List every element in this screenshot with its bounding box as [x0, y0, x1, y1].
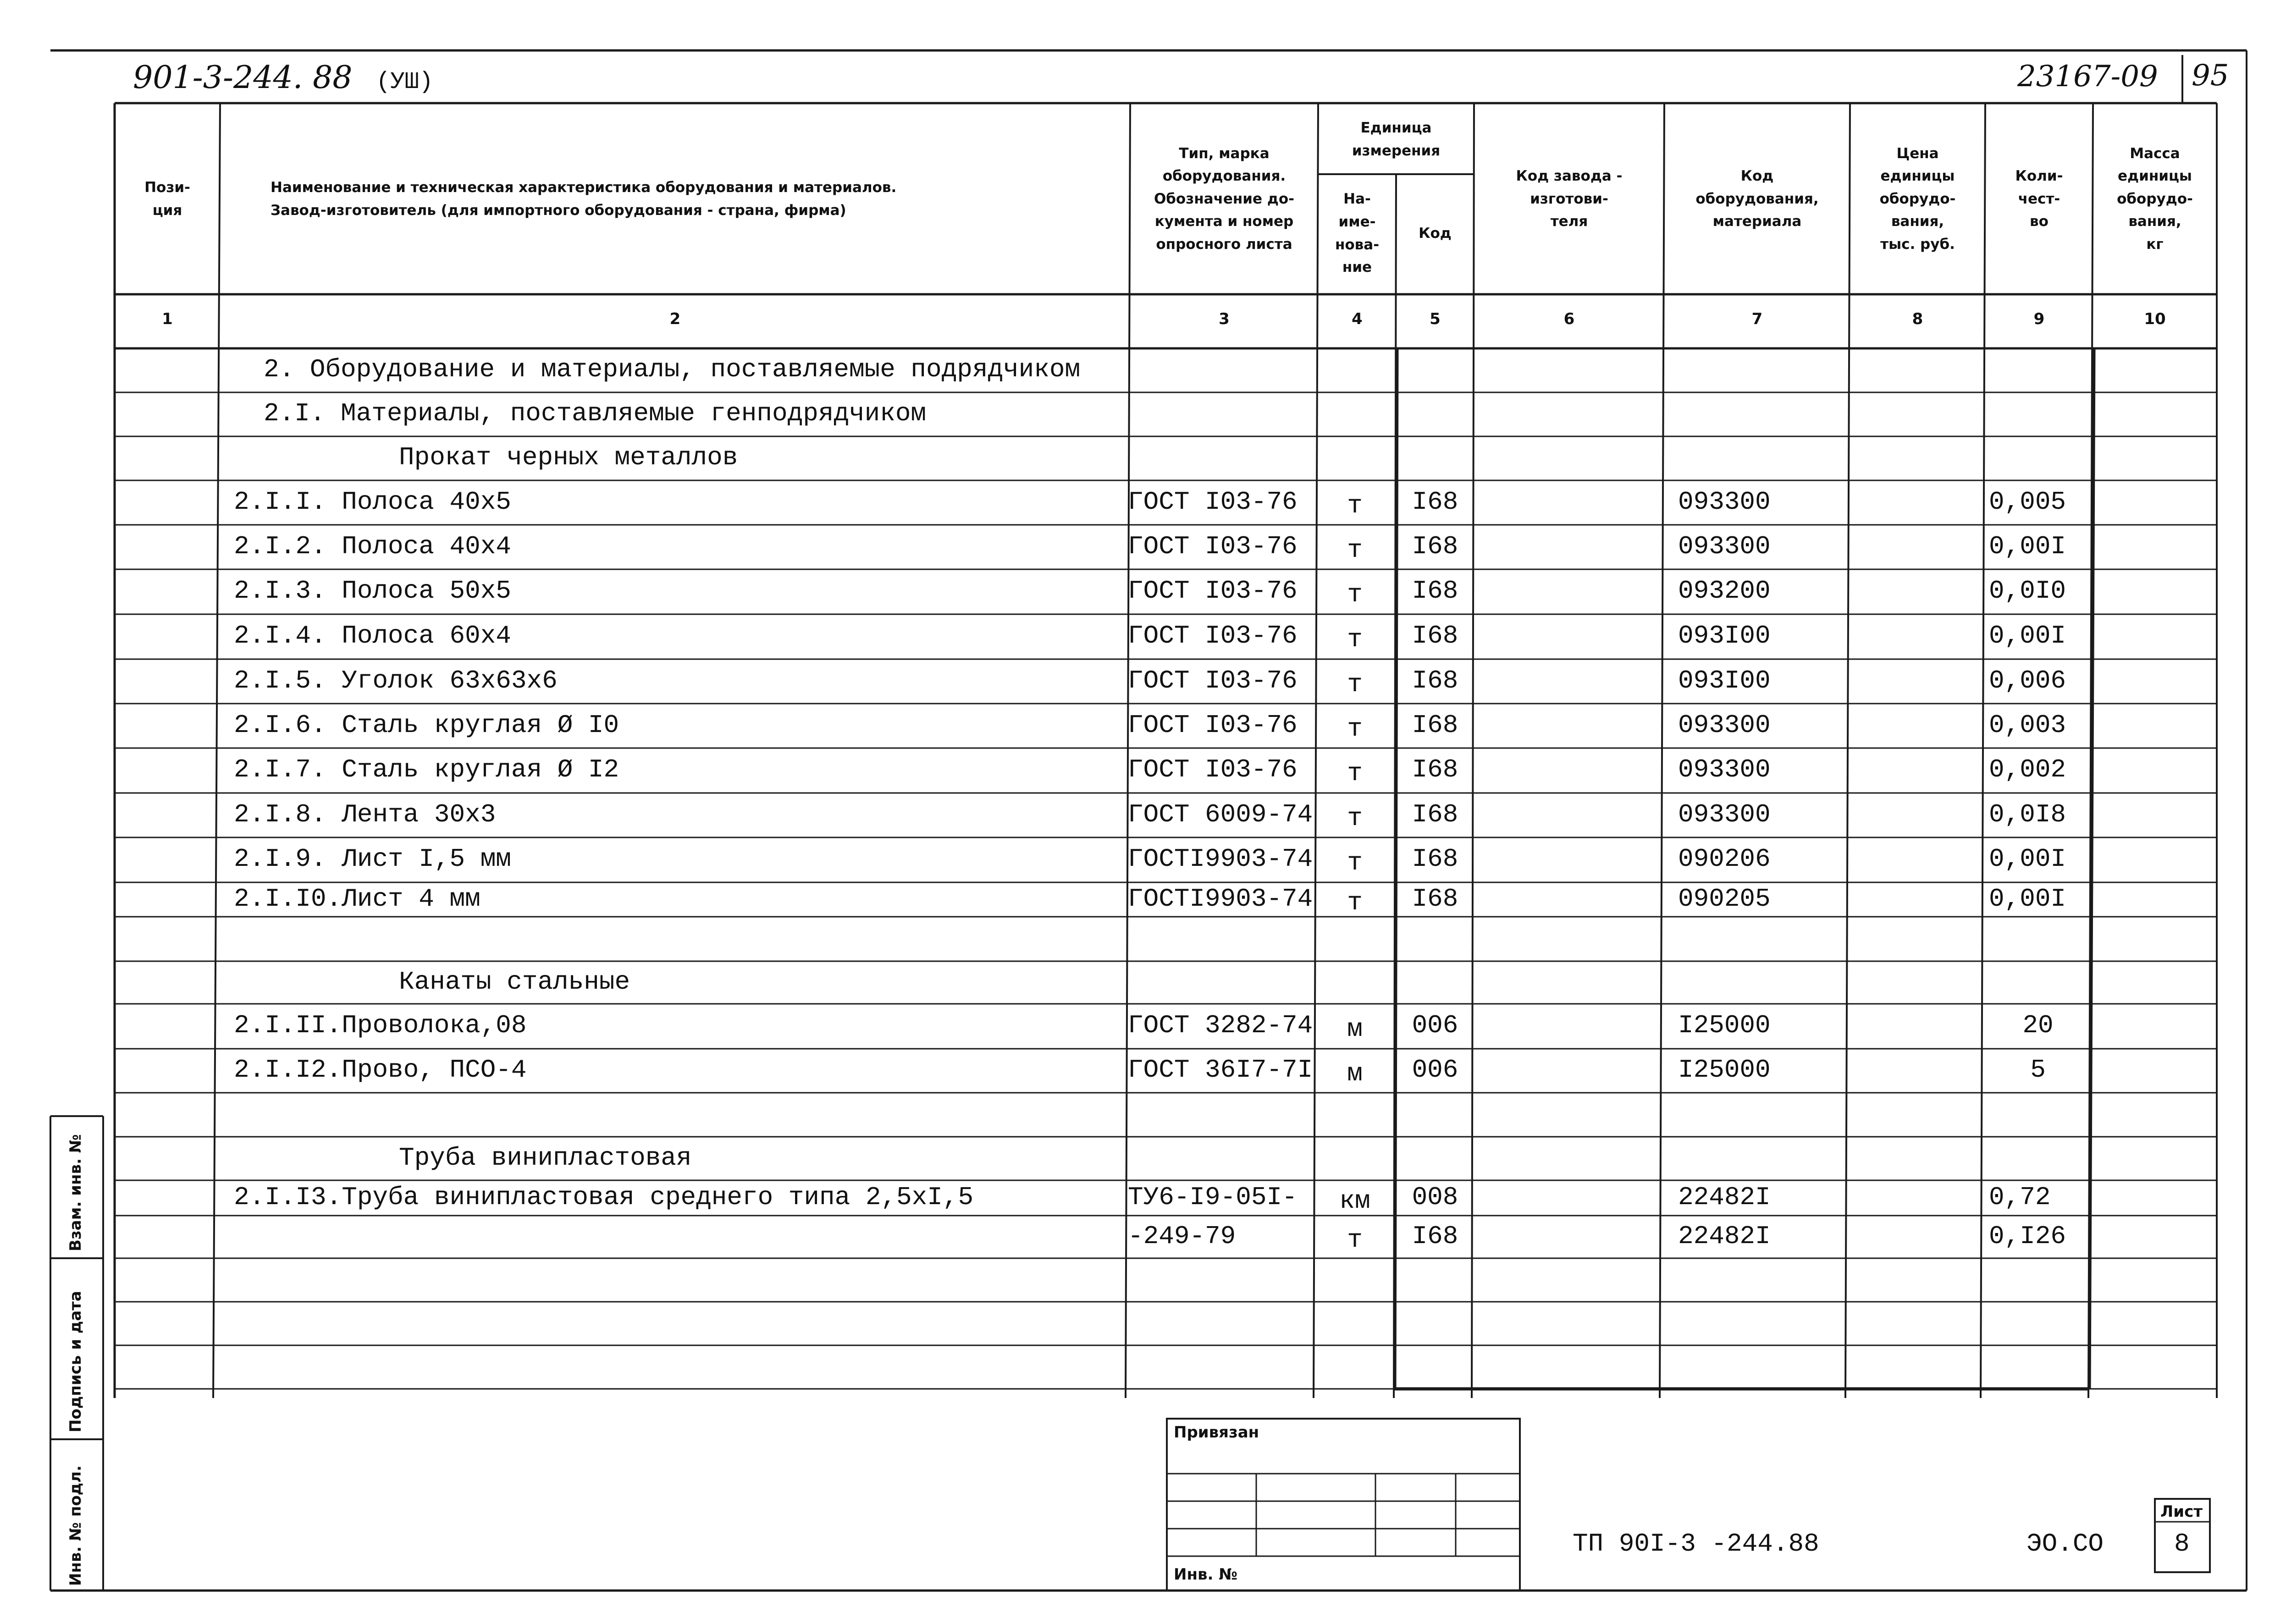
- row-name: Труба винипластовая: [399, 1143, 692, 1173]
- row-qty: 0,0I8: [1989, 799, 2066, 829]
- row-name: 2.I.I. Полоса 40х5: [234, 487, 511, 517]
- column-header-10: Масса единицы оборудо- вания, кг: [2117, 145, 2193, 253]
- row-type: ГОСТ I03-76: [1128, 621, 1298, 650]
- stamp-bound-label: Привязан: [1174, 1423, 1259, 1442]
- row-equip-code: 093300: [1678, 710, 1771, 740]
- column-number-6: 6: [1563, 310, 1575, 328]
- row-equip-code: 093300: [1678, 487, 1771, 517]
- row-qty: 0,00I: [1989, 844, 2066, 874]
- row-unit: м: [1347, 1059, 1363, 1088]
- row-name: Канаты стальные: [399, 967, 630, 996]
- row-name: 2.I.5. Уголок 63х63х6: [234, 666, 558, 695]
- row-type: ГОСТ I03-76: [1128, 710, 1298, 740]
- row-unit: т: [1347, 848, 1363, 877]
- row-equip-code: I25000: [1678, 1055, 1771, 1085]
- row-equip-code: 093300: [1678, 531, 1771, 561]
- row-name: 2.I.8. Лента 30х3: [234, 799, 496, 829]
- row-equip-code: I25000: [1678, 1011, 1771, 1040]
- row-unit-code: I68: [1412, 844, 1458, 874]
- row-qty: 5: [2030, 1055, 2046, 1085]
- row-type: ГОСТ 3282-74: [1128, 1011, 1313, 1040]
- row-unit: т: [1347, 887, 1363, 917]
- row-unit: т: [1347, 714, 1363, 743]
- doc-code-suffix: (УШ): [376, 68, 434, 95]
- row-unit-code: I68: [1412, 531, 1458, 561]
- row-equip-code: 093200: [1678, 576, 1771, 606]
- doc-code-number: 901-3-244. 88: [133, 60, 353, 96]
- row-equip-code: 22482I: [1678, 1182, 1771, 1212]
- column-number-2: 2: [669, 310, 681, 328]
- stamp-inv-label: Инв. №: [1174, 1565, 1238, 1584]
- side-label-replace-inv: Взам. инв. №: [66, 1134, 85, 1251]
- column-header-6: Код завода - изготови- теля: [1516, 168, 1623, 230]
- row-name: 2.I.9. Лист I,5 мм: [234, 844, 511, 874]
- column-number-7: 7: [1751, 310, 1763, 328]
- row-unit: т: [1347, 580, 1363, 609]
- column-header-3: Тип, марка оборудования. Обозначение до- кумента и номер опросного листа: [1154, 145, 1295, 253]
- row-name: 2.I.II.Проволока,08: [234, 1011, 527, 1040]
- row-unit-code: I68: [1412, 755, 1458, 784]
- row-unit-code: 006: [1412, 1055, 1458, 1085]
- row-unit: т: [1347, 490, 1363, 520]
- row-type: ГОСТ 6009-74: [1128, 799, 1313, 829]
- row-qty: 0,005: [1989, 487, 2066, 517]
- column-number-10: 10: [2144, 310, 2166, 328]
- unit-group-header: Единица измерения: [1352, 120, 1441, 159]
- row-type: ГОСТ I03-76: [1128, 666, 1298, 695]
- row-unit-code: I68: [1412, 621, 1458, 650]
- column-header-8: Цена единицы оборудо- вания, тыс. руб.: [1879, 145, 1956, 253]
- row-name: 2.I.6. Сталь круглая Ø I0: [234, 710, 619, 740]
- row-name: 2.I.I0.Лист 4 мм: [234, 884, 480, 914]
- doc-code-right: 23167-09: [2017, 60, 2158, 94]
- column-number-8: 8: [1912, 310, 1923, 328]
- page-corner-number: 95: [2192, 59, 2229, 93]
- row-name: 2.I.7. Сталь круглая Ø I2: [234, 755, 619, 784]
- column-number-1: 1: [162, 310, 173, 328]
- row-qty: 0,006: [1989, 666, 2066, 695]
- stamp-doc-title: ТП 90I-3 -244.88: [1573, 1529, 1819, 1558]
- side-label-sign-date: Подпись и дата: [66, 1291, 85, 1432]
- row-type: ГОСТ I03-76: [1128, 487, 1298, 517]
- stamp-section: ЭО.СО: [2027, 1529, 2104, 1558]
- column-number-5: 5: [1430, 310, 1441, 328]
- row-qty: 0,00I: [1989, 531, 2066, 561]
- row-unit-code: I68: [1412, 576, 1458, 606]
- row-unit: т: [1347, 803, 1363, 833]
- row-unit-code: I68: [1412, 884, 1458, 914]
- row-name: Прокат черных металлов: [399, 443, 738, 472]
- row-name: 2.I.I2.Прово, ПСО-4: [234, 1055, 527, 1085]
- row-qty: 0,72: [1989, 1182, 2051, 1212]
- row-unit-code: I68: [1412, 799, 1458, 829]
- row-unit-code: 006: [1412, 1011, 1458, 1040]
- row-name: 2.I. Материалы, поставляемые генподрядчиком: [264, 399, 927, 428]
- row-name: 2. Оборудование и материалы, поставляемые подрядчиком: [264, 355, 1081, 384]
- row-equip-code: 093I00: [1678, 621, 1771, 650]
- row-unit: т: [1347, 669, 1363, 699]
- row-unit: м: [1347, 1014, 1363, 1044]
- stamp-sheet-number: 8: [2174, 1529, 2190, 1558]
- column-header-1: Пози- ция: [144, 179, 190, 219]
- doc-code-left: [133, 60, 433, 96]
- row-qty: 0,002: [1989, 755, 2066, 784]
- row-equip-code: 22482I: [1678, 1221, 1771, 1251]
- column-header-7: Код оборудования, материала: [1695, 168, 1819, 230]
- column-header-4: На- име- нова- ние: [1335, 191, 1380, 276]
- row-qty: 0,00I: [1989, 621, 2066, 650]
- row-unit: км: [1339, 1186, 1370, 1216]
- row-unit-code: I68: [1412, 487, 1458, 517]
- row-qty: 0,00I: [1989, 884, 2066, 914]
- row-unit: т: [1347, 759, 1363, 788]
- row-unit: т: [1347, 1225, 1363, 1255]
- column-header-2: Наименование и техническая характеристика оборудования и материалов. Завод-изготовитель (для импортного оборудования - страна, фирма): [271, 179, 897, 219]
- row-unit-code: I68: [1412, 666, 1458, 695]
- row-qty: 0,I26: [1989, 1221, 2066, 1251]
- row-name: 2.I.I3.Труба винипластовая среднего типа 2,5хI,5: [234, 1182, 974, 1212]
- stamp-sheet-label: Лист: [2160, 1503, 2203, 1521]
- column-header-9: Коли- чест- во: [2015, 168, 2063, 230]
- row-unit: т: [1347, 625, 1363, 654]
- row-unit-code: I68: [1412, 710, 1458, 740]
- row-equip-code: 093300: [1678, 755, 1771, 784]
- row-equip-code: 093I00: [1678, 666, 1771, 695]
- column-header-5: Код: [1419, 225, 1452, 242]
- row-type: ГОСТ 36I7-7I: [1128, 1055, 1313, 1085]
- row-qty: 20: [2022, 1011, 2054, 1040]
- column-number-4: 4: [1352, 310, 1363, 328]
- row-type: ГОСТ I03-76: [1128, 576, 1298, 606]
- column-number-3: 3: [1219, 310, 1230, 328]
- side-label-orig-inv: Инв. № подл.: [66, 1465, 85, 1586]
- row-type: -249-79: [1128, 1221, 1236, 1251]
- row-qty: 0,003: [1989, 710, 2066, 740]
- row-name: 2.I.4. Полоса 60х4: [234, 621, 511, 650]
- row-type: ТУ6-I9-05I-: [1128, 1182, 1298, 1212]
- row-type: ГОСТ I03-76: [1128, 531, 1298, 561]
- row-type: ГОСТ I03-76: [1128, 755, 1298, 784]
- row-name: 2.I.3. Полоса 50х5: [234, 576, 511, 606]
- row-equip-code: 093300: [1678, 799, 1771, 829]
- row-unit-code: I68: [1412, 1221, 1458, 1251]
- row-unit-code: 008: [1412, 1182, 1458, 1212]
- row-type: ГОСТI9903-74: [1128, 884, 1313, 914]
- column-number-9: 9: [2033, 310, 2045, 328]
- row-name: 2.I.2. Полоса 40х4: [234, 531, 511, 561]
- row-type: ГОСТI9903-74: [1128, 844, 1313, 874]
- row-equip-code: 090206: [1678, 844, 1771, 874]
- row-qty: 0,0I0: [1989, 576, 2066, 606]
- row-equip-code: 090205: [1678, 884, 1771, 914]
- row-unit: т: [1347, 535, 1363, 565]
